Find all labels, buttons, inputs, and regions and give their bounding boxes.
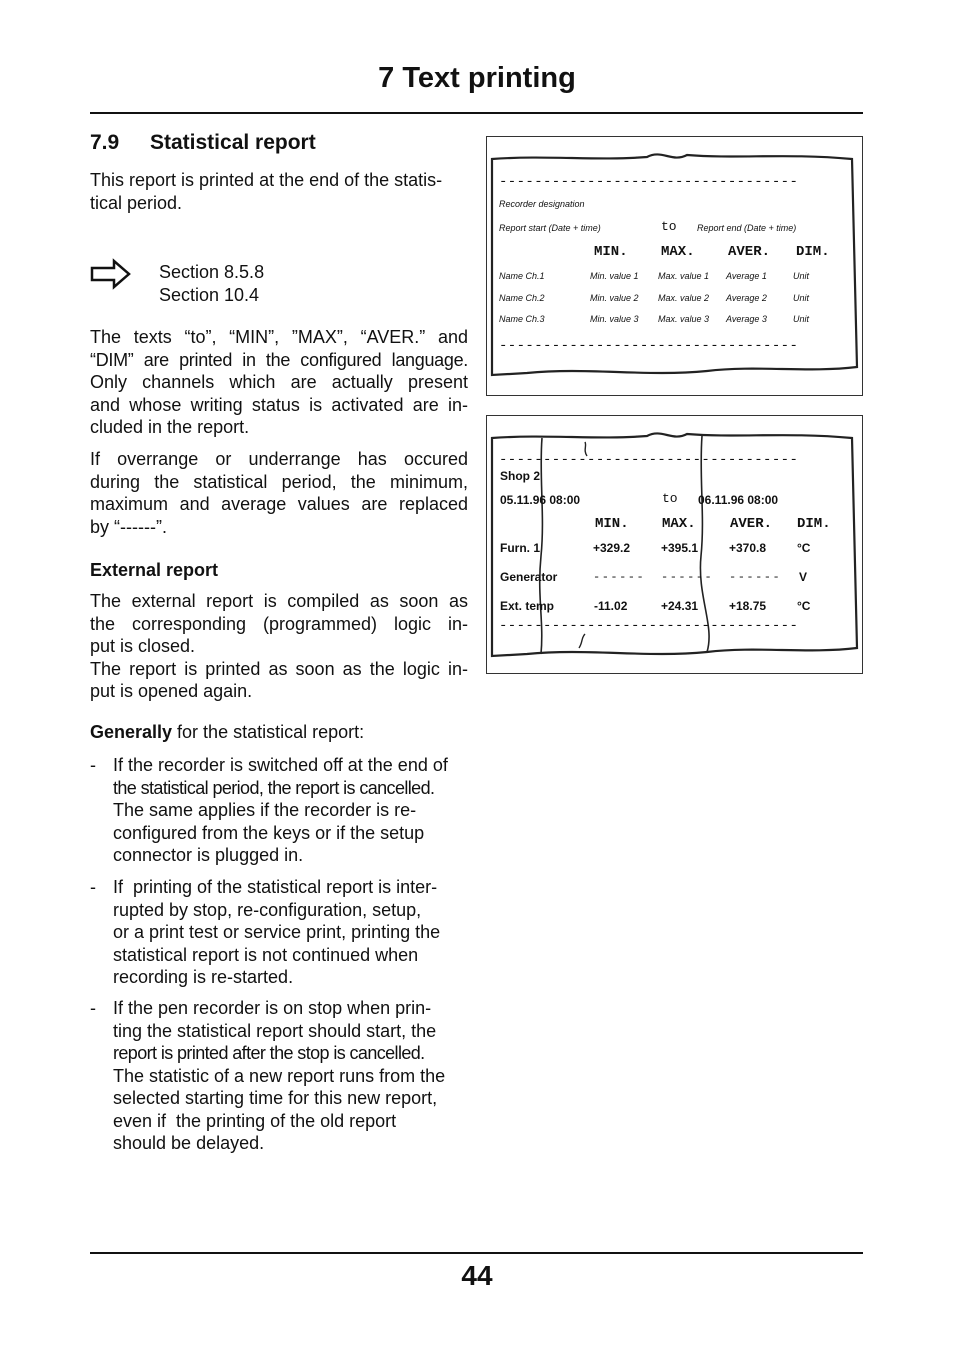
average-value: Average 1 — [726, 271, 767, 281]
bullet-line: configured from the keys or if the setup — [113, 822, 425, 843]
bullet-line: or a print test or service print, printing the — [113, 922, 441, 942]
bullet-line: the statistical period, the report is cancelled. — [113, 777, 435, 798]
generally-intro — [90, 722, 364, 743]
average-value: ------ — [729, 570, 782, 584]
min-value: Min. value 3 — [590, 314, 639, 324]
bullet-line: The statistic of a new report runs from the — [113, 1065, 446, 1086]
text-line: put is opened again. — [90, 681, 253, 701]
report-template-figure — [486, 136, 863, 396]
unit: Unit — [793, 314, 810, 324]
bullet-line: If the pen recorder is on stop when prin- — [113, 998, 432, 1018]
unit: Unit — [793, 271, 810, 281]
unit: V — [799, 570, 808, 584]
generally-rest: for the statistical report: — [172, 722, 365, 742]
bullet-dash: - — [90, 877, 96, 897]
channel-name: Name Ch.3 — [499, 314, 545, 324]
min-value: -11.02 — [594, 599, 628, 613]
intro-line: tical period. — [90, 192, 183, 213]
bullet-line: should be delayed. — [113, 1133, 265, 1153]
bullet-line: If printing of the statistical report is inter- — [113, 877, 438, 897]
bullet-item — [113, 876, 473, 989]
average-value: +18.75 — [729, 599, 767, 613]
external-report-heading: External report — [90, 560, 219, 580]
bullet-line: report is printed after the stop is cancelled. — [113, 1043, 425, 1063]
header-dim: DIM. — [797, 516, 831, 532]
header-max: MAX. — [662, 516, 696, 532]
bullet-line: ting the statistical report should start, the — [113, 1020, 437, 1041]
section-number: 7.9 — [90, 131, 120, 154]
bullet-line: recording is re-started. — [113, 967, 294, 987]
to-label: to — [661, 219, 677, 234]
average-value: +370.8 — [729, 541, 767, 555]
bullet-line: rupted by stop, re-configuration, setup, — [113, 899, 422, 920]
max-value: +395.1 — [661, 541, 699, 555]
text-line: cluded in the report. — [90, 417, 250, 437]
generally-bold: Generally — [90, 722, 173, 742]
average-value: Average 3 — [726, 314, 767, 324]
dash-line-bottom: ---------------------------------- — [499, 338, 799, 354]
to-label: to — [662, 491, 678, 506]
section-title: Statistical report — [150, 131, 316, 154]
text-line: If overrange or underrange has occured — [90, 449, 468, 469]
text-line: by “------”. — [90, 516, 167, 537]
header-dim: DIM. — [796, 244, 830, 260]
average-value: Average 2 — [726, 293, 767, 303]
channel-name: Generator — [500, 570, 558, 584]
channel-name: Furn. 1 — [500, 541, 541, 555]
chapter-title: 7 Text printing — [378, 62, 576, 94]
report-end: Report end (Date + time) — [697, 223, 797, 233]
overrange-paragraph — [90, 448, 468, 538]
cross-reference[interactable]: Section 8.5.8 — [159, 262, 265, 282]
bullet-dash: - — [90, 998, 96, 1018]
text-line: The external report is compiled as soon as — [90, 591, 468, 611]
bullet-line: The same applies if the recorder is re- — [113, 800, 417, 820]
report-start: 05.11.96 08:00 — [500, 493, 581, 507]
cross-reference-list — [159, 261, 264, 307]
bullet-line: connector is plugged in. — [113, 845, 304, 865]
dash-line-bottom: ---------------------------------- — [499, 618, 799, 634]
dash-line-top: ---------------------------------- — [499, 452, 799, 468]
channel-name: Name Ch.2 — [499, 293, 545, 303]
max-value: ------ — [661, 570, 714, 584]
arrow-right-icon — [90, 258, 132, 290]
cross-reference[interactable]: Section 10.4 — [159, 285, 260, 305]
recorder-designation: Shop 2 — [500, 469, 541, 483]
text-line: put is closed. — [90, 636, 196, 656]
max-value: Max. value 1 — [658, 271, 710, 281]
dash-line-top: ---------------------------------- — [499, 174, 799, 190]
intro-line: This report is printed at the end of the statis- — [90, 170, 443, 190]
min-value: +329.2 — [593, 541, 631, 555]
external-report-paragraph — [90, 590, 468, 703]
report-example-figure — [486, 415, 863, 674]
page-number: 44 — [461, 1260, 493, 1291]
report-end: 06.11.96 08:00 — [698, 493, 779, 507]
channel-name: Ext. temp — [500, 599, 555, 613]
min-value: Min. value 1 — [590, 271, 639, 281]
report-start: Report start (Date + time) — [499, 223, 601, 233]
header-aver: AVER. — [730, 516, 773, 532]
max-value: Max. value 3 — [658, 314, 710, 324]
texts-paragraph — [90, 326, 468, 439]
text-line: The report is printed as soon as the logic in- — [90, 658, 468, 679]
bullet-dash: - — [90, 755, 96, 775]
max-value: Max. value 2 — [658, 293, 710, 303]
bullet-item — [113, 997, 473, 1155]
footer-rule — [90, 1252, 863, 1254]
text-line: “DIM” are printed in the configured language. — [90, 349, 468, 370]
bullet-item — [113, 754, 473, 867]
header-max: MAX. — [661, 244, 695, 260]
text-line: the corresponding (programmed) logic in- — [90, 613, 468, 634]
text-line: and whose writing status is activated are in- — [90, 394, 468, 415]
intro-paragraph — [90, 169, 468, 214]
bullet-line: statistical report is not continued when — [113, 944, 419, 965]
recorder-designation: Recorder designation — [499, 199, 585, 209]
text-line: Only channels which are actually present — [90, 372, 468, 392]
unit: °C — [797, 599, 811, 613]
header-min: MIN. — [595, 516, 629, 532]
channel-name: Name Ch.1 — [499, 271, 545, 281]
text-line: The texts “to”, “MIN”, ”MAX”, “AVER.” and — [90, 327, 468, 347]
min-value: Min. value 2 — [590, 293, 639, 303]
text-line: maximum and average values are replaced — [90, 494, 468, 514]
header-rule — [90, 112, 863, 114]
text-line: during the statistical period, the minimum, — [90, 471, 468, 492]
unit: Unit — [793, 293, 810, 303]
header-aver: AVER. — [728, 244, 771, 260]
bullet-line: selected starting time for this new report, — [113, 1088, 438, 1108]
bullet-line: If the recorder is switched off at the end of — [113, 755, 448, 775]
min-value: ------ — [593, 570, 646, 584]
header-min: MIN. — [594, 244, 628, 260]
max-value: +24.31 — [661, 599, 699, 613]
bullet-line: even if the printing of the old report — [113, 1110, 397, 1131]
unit: °C — [797, 541, 811, 555]
